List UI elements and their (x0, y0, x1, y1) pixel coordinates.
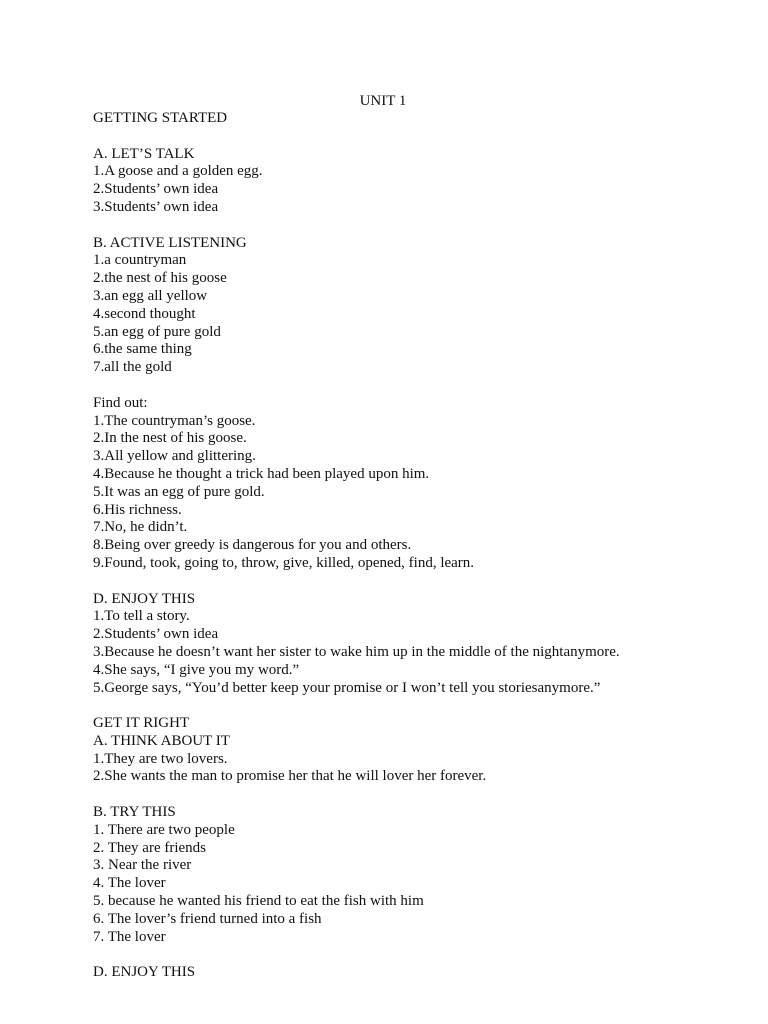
section-heading: D. ENJOY THIS (93, 964, 196, 981)
list-item: 3.Because he doesn’t want her sister to wake him up in the middle of the nightanymore. (93, 643, 620, 660)
list-item: 3.an egg all yellow (93, 287, 208, 304)
list-item: 1.The countryman’s goose. (93, 412, 256, 429)
list-item: 7.all the gold (93, 359, 172, 376)
list-item: 7.No, he didn’t. (93, 519, 188, 536)
section-lets-talk (93, 146, 713, 217)
list-item: 3.Students’ own idea (93, 198, 219, 215)
list-item: 5.It was an egg of pure gold. (93, 483, 265, 500)
list-item: 3. Near the river (93, 857, 192, 874)
list-item: 4.second thought (93, 305, 196, 322)
get-it-right-heading: GET IT RIGHT (93, 715, 190, 732)
list-item: 2.She wants the man to promise her that he will lover her forever. (93, 768, 487, 785)
section-heading: D. ENJOY THIS (93, 590, 196, 607)
section-heading: B. TRY THIS (93, 804, 176, 821)
list-item: 2.the nest of his goose (93, 270, 227, 287)
spacer (93, 786, 713, 804)
spacer (93, 946, 713, 964)
spacer (93, 573, 713, 591)
list-item: 2.In the nest of his goose. (93, 430, 247, 447)
list-item: 1.They are two lovers. (93, 750, 228, 767)
list-item: 6.the same thing (93, 341, 192, 358)
list-item: 9.Found, took, going to, throw, give, killed, opened, find, learn. (93, 554, 475, 571)
list-item: 4.Because he thought a trick had been played upon him. (93, 465, 430, 482)
spacer (93, 377, 713, 395)
section-heading: Find out: (93, 394, 148, 411)
list-item: 7. The lover (93, 928, 166, 945)
section-active-listening (93, 235, 713, 377)
spacer (93, 128, 713, 146)
list-item: 1.To tell a story. (93, 608, 190, 625)
list-item: 5. because he wanted his friend to eat the fish with him (93, 893, 424, 910)
list-item: 4. The lover (93, 875, 166, 892)
unit-title: UNIT 1 (359, 93, 407, 109)
list-item: 3.All yellow and glittering. (93, 448, 256, 465)
document-page (93, 92, 713, 982)
list-item: 6.His richness. (93, 501, 182, 518)
section-find-out (93, 395, 713, 573)
section-heading: B. ACTIVE LISTENING (93, 234, 247, 251)
spacer (93, 697, 713, 715)
section-heading: A. LET’S TALK (93, 145, 195, 162)
list-item: 1.A goose and a golden egg. (93, 163, 263, 180)
list-item: 1.a countryman (93, 252, 187, 269)
list-item: 1. There are two people (93, 821, 235, 838)
list-item: 4.She says, “I give you my word.” (93, 661, 300, 678)
getting-started-heading: GETTING STARTED (93, 110, 228, 126)
section-think-about-it (93, 733, 713, 786)
section-enjoy-this (93, 591, 713, 698)
spacer (93, 217, 713, 235)
list-item: 2.Students’ own idea (93, 181, 219, 198)
list-item: 6. The lover’s friend turned into a fish (93, 910, 322, 927)
list-item: 2.Students’ own idea (93, 626, 219, 643)
section-heading: A. THINK ABOUT IT (93, 732, 230, 749)
list-item: 5.an egg of pure gold (93, 323, 221, 340)
section-try-this (93, 804, 713, 946)
list-item: 2. They are friends (93, 839, 207, 856)
list-item: 5.George says, “You’d better keep your promise or I won’t tell you storiesanymore.” (93, 679, 601, 696)
list-item: 8.Being over greedy is dangerous for you and others. (93, 537, 412, 554)
